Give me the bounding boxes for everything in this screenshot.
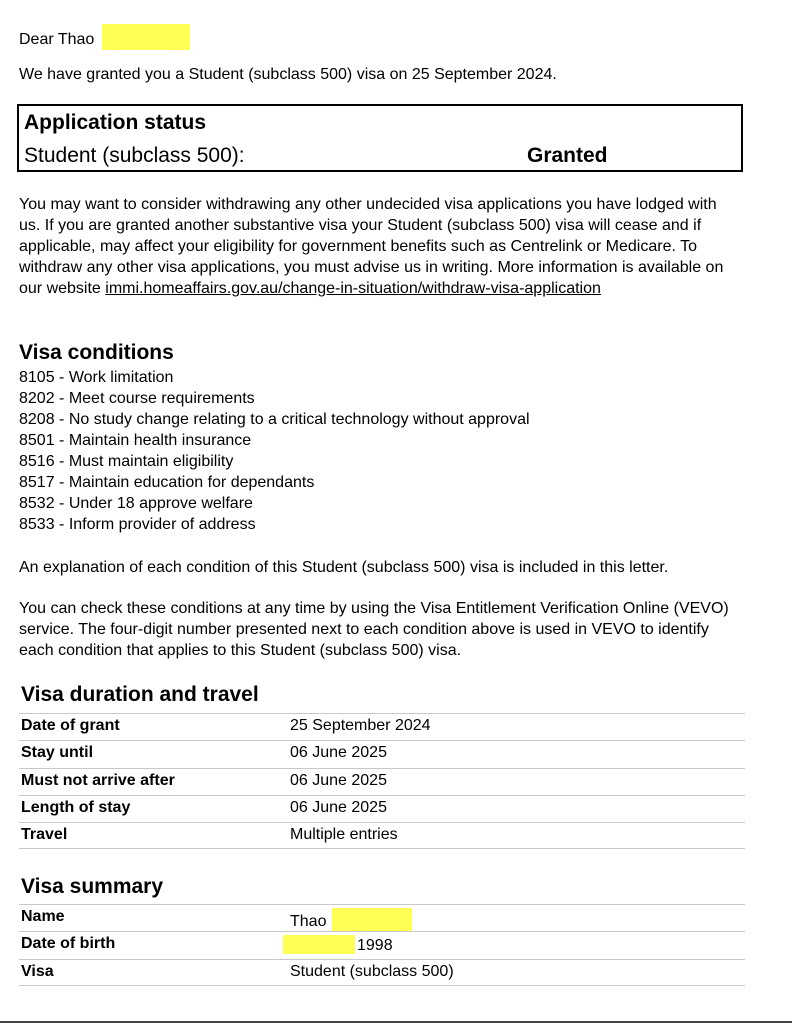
visa-conditions-heading: Visa conditions xyxy=(19,341,174,364)
withdraw-paragraph xyxy=(19,194,739,299)
table-row xyxy=(19,959,745,986)
row-value: 06 June 2025 xyxy=(290,771,387,789)
condition-item: 8105 - Work limitation xyxy=(19,369,174,386)
visa-summary-table xyxy=(19,904,745,986)
greeting-text: Dear Thao xyxy=(19,31,95,48)
row-label: Date of grant xyxy=(21,717,120,734)
row-value: 25 September 2024 xyxy=(290,717,431,734)
redacted-surname xyxy=(332,908,412,931)
application-status-box xyxy=(17,104,743,172)
row-value: 06 June 2025 xyxy=(290,798,387,816)
condition-item: 8208 - No study change relating to a critical technology without approval xyxy=(19,411,530,428)
application-status-title: Application status xyxy=(24,111,207,134)
row-label: Date of birth xyxy=(21,935,116,953)
name-value: Thao xyxy=(290,913,327,930)
row-value xyxy=(283,935,393,955)
table-row xyxy=(19,822,745,849)
table-row xyxy=(19,713,745,740)
visa-duration-heading: Visa duration and travel xyxy=(21,683,259,706)
row-value: 06 June 2025 xyxy=(290,744,387,762)
table-row xyxy=(19,768,745,795)
row-value: Student (subclass 500) xyxy=(290,962,454,980)
row-label: Name xyxy=(21,908,65,925)
table-row xyxy=(19,904,745,931)
row-value xyxy=(290,908,412,931)
visa-conditions-list xyxy=(19,367,530,535)
table-row xyxy=(19,795,745,822)
withdraw-link[interactable]: immi.homeaffairs.gov.au/change-in-situation/withdraw-visa-application xyxy=(105,280,601,297)
vevo-paragraph: You can check these conditions at any time by using the Visa Entitlement Verification Online (VEVO) service. The four-digit number presented next to each condition above is used in VEVO to identify each condition that applies to this Student (subclass 500) visa. xyxy=(19,600,729,659)
application-status-label: Student (subclass 500): xyxy=(24,144,245,167)
row-label: Must not arrive after xyxy=(21,771,175,789)
dob-year: 1998 xyxy=(357,937,393,955)
condition-item: 8501 - Maintain health insurance xyxy=(19,432,252,449)
row-label: Length of stay xyxy=(21,798,131,816)
redacted-birth-date xyxy=(283,935,355,954)
row-value: Multiple entries xyxy=(290,826,398,844)
explanation-text: An explanation of each condition of this Student (subclass 500) visa is included in this letter. xyxy=(19,559,669,576)
row-label: Visa xyxy=(21,962,54,980)
application-status-value: Granted xyxy=(527,144,608,167)
visa-summary-heading: Visa summary xyxy=(21,875,164,898)
redacted-surname xyxy=(102,24,190,50)
withdraw-text: You may want to consider withdrawing any other undecided visa applications you have lodged with us. If you are granted another substantive visa your Student (subclass 500) visa will cease and if applicable, may affect your eligibility for government benefits such as Centrelink or Medicare. To withdraw any other visa applications, you must advise us in writing. More information is available on our website xyxy=(19,196,724,297)
condition-item: 8516 - Must maintain eligibility xyxy=(19,453,234,470)
table-row xyxy=(19,931,745,958)
condition-item: 8532 - Under 18 approve welfare xyxy=(19,495,253,512)
table-row xyxy=(19,740,745,767)
visa-duration-table xyxy=(19,713,745,849)
condition-item: 8202 - Meet course requirements xyxy=(19,390,255,407)
condition-item: 8517 - Maintain education for dependants xyxy=(19,474,315,491)
row-label: Travel xyxy=(21,826,68,844)
greeting xyxy=(19,24,190,50)
row-label: Stay until xyxy=(21,744,94,762)
condition-item: 8533 - Inform provider of address xyxy=(19,516,256,533)
grant-intro: We have granted you a Student (subclass 500) visa on 25 September 2024. xyxy=(19,66,557,83)
page-bottom-rule xyxy=(0,1021,792,1023)
